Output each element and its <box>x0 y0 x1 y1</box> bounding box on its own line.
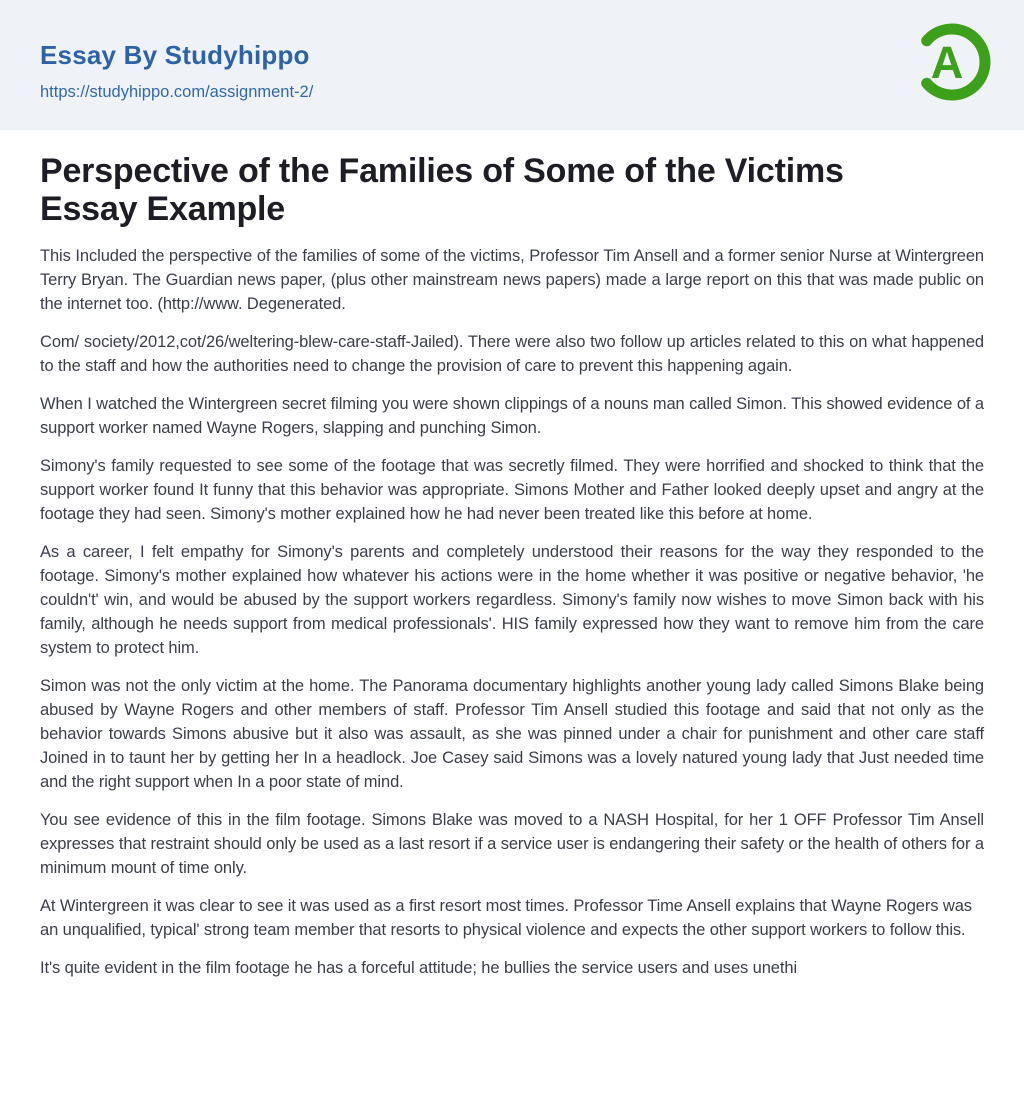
essay-title: Perspective of the Families of Some of the Victims Essay Example <box>40 152 844 228</box>
header-text-block <box>40 40 313 102</box>
logo-ring-icon <box>910 18 994 106</box>
essay-body <box>40 244 984 980</box>
essay-paragraph: Simon was not the only victim at the home. The Panorama documentary highlights another young lady called Simons Blake being abused by Wayne Rogers and other members of staff. Professor Tim Ansell studied this footage and said that not only as the behavior towards Simons abusive but it also was assault, as she was pinned under a chair for punishment and other care staff Joined in to taunt her by getting her In a headlock. Joe Casey said Simons was a lovely natured young lady that Just needed time and the right support when In a poor state of mind. <box>40 677 984 791</box>
logo-a-icon: A <box>930 37 964 88</box>
page-header <box>0 0 1024 130</box>
essay-paragraph: You see evidence of this in the film footage. Simons Blake was moved to a NASH Hospital, for her 1 OFF Professor Tim Ansell expresses that restraint should only be used as a last resort if a service user is endangering their safety or the health of others for a minimum mount of time only. <box>40 811 984 877</box>
essay-paragraph: Simony's family requested to see some of the footage that was secretly filmed. They were horrified and shocked to think that the support worker found It funny that this behavior was appropriate. Simons Mother and Father looked deeply upset and angry at the footage they had seen. Simony's mother explained how he had never been treated like this before at home. <box>40 457 984 523</box>
page-url-link[interactable]: https://studyhippo.com/assignment-2/ <box>40 83 314 101</box>
studyhippo-logo <box>910 18 994 106</box>
essay-paragraph: As a career, I felt empathy for Simony's parents and completely understood their reasons for the way they responded to the footage. Simony's mother explained how whatever his actions were in the home whether it was positive or negative behavior, 'he couldn't' win, and would be abused by the support workers regardless. Simony's family now wishes to move Simon back with his family, although he needs support from medical professionals'. HIS family expressed how they want to remove him from the care system to protect him. <box>40 543 984 657</box>
essay-paragraph: Com/ society/2012,cot/26/weltering-blew-care-staff-Jailed). There were also two follow up articles related to this on what happened to the staff and how the authorities need to change the provision of care to prevent this happening again. <box>40 333 984 375</box>
essay-article <box>0 130 1024 980</box>
essay-paragraph: When I watched the Wintergreen secret filming you were shown clippings of a nouns man called Simon. This showed evidence of a support worker named Wayne Rogers, slapping and punching Simon. <box>40 395 984 437</box>
essay-paragraph: At Wintergreen it was clear to see it was used as a first resort most times. Professor Time Ansell explains that Wayne Rogers was an unqualified, typical' strong team member that resorts to physical violence and expects the other support workers to follow this. <box>40 897 972 939</box>
essay-paragraph: It's quite evident in the film footage he has a forceful attitude; he bullies the service users and uses unethi <box>40 959 798 977</box>
essay-paragraph: This Included the perspective of the families of some of the victims, Professor Tim Ansell and a former senior Nurse at Wintergreen Terry Bryan. The Guardian news paper, (plus other mainstream news papers) made a large report on this that was made public on the internet too. (http://www. Degenerated. <box>40 247 984 313</box>
site-title: Essay By Studyhippo <box>40 40 310 70</box>
